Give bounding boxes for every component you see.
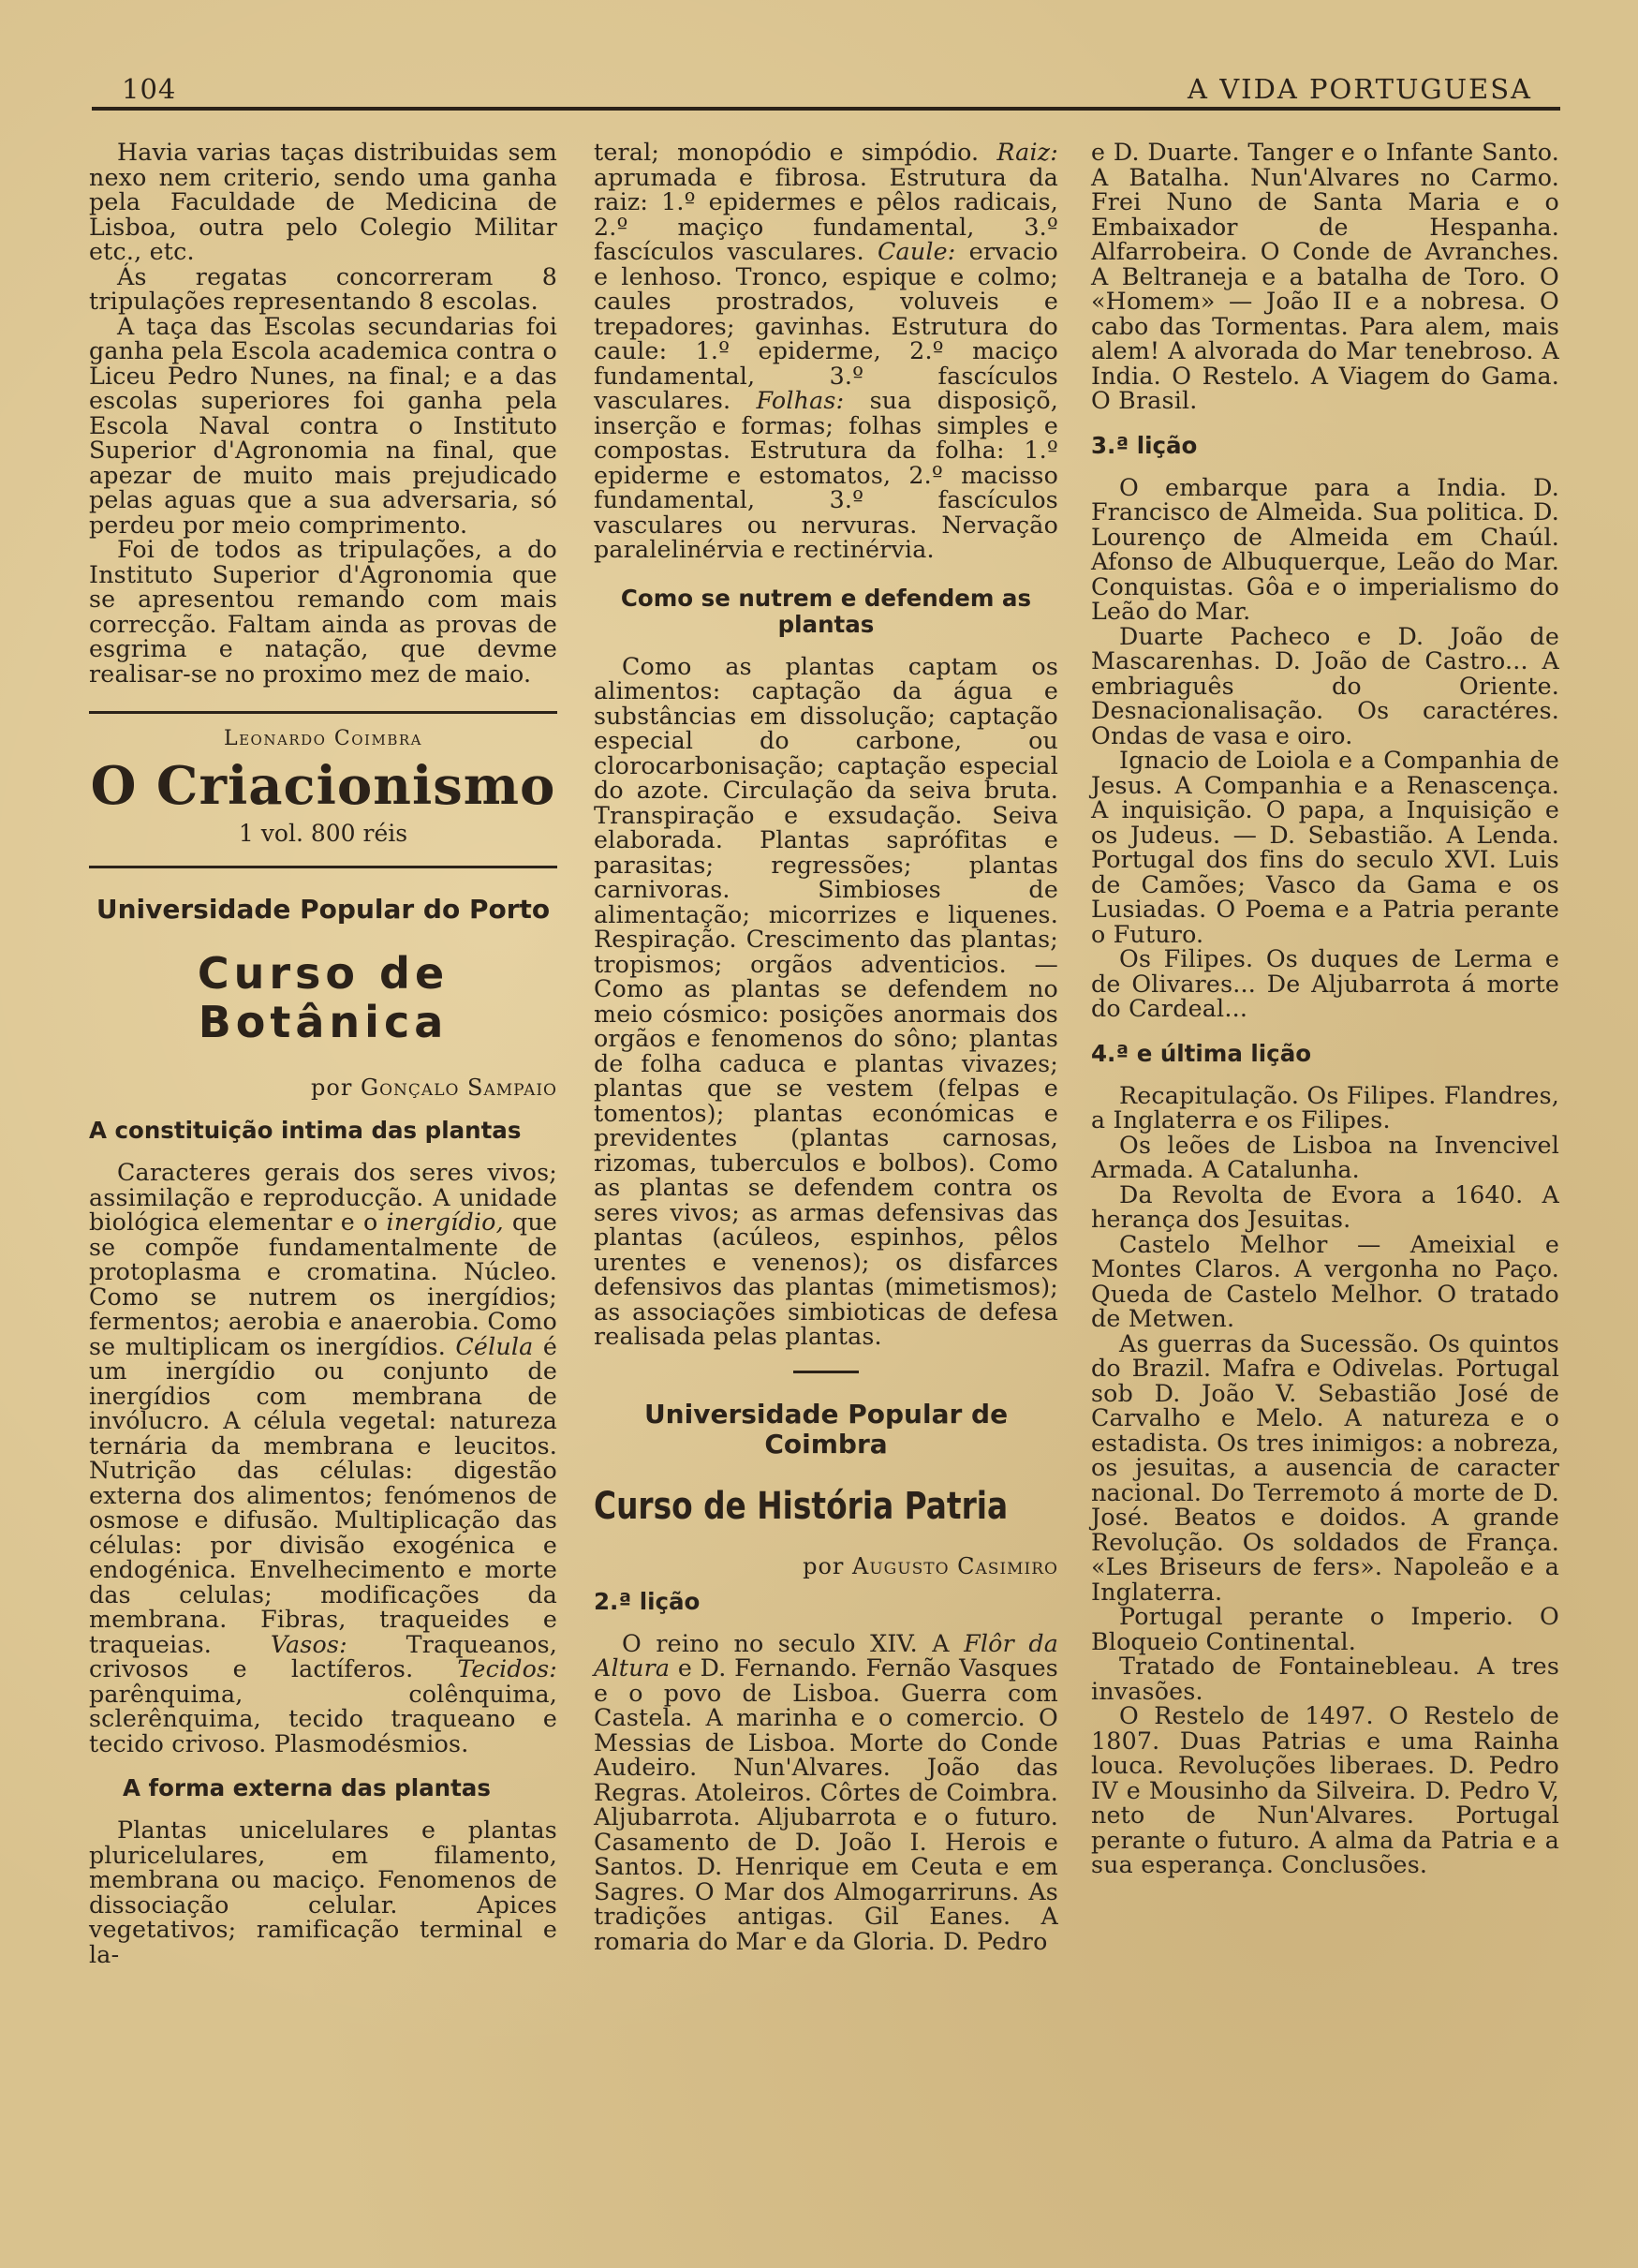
section-heading: 4.ª e última lição xyxy=(1091,1039,1312,1067)
column-1 xyxy=(89,141,557,1967)
paragraph: O Restelo de 1497. O Restelo de 1807. Duas Patrias e uma Rainha louca. Revoluções liberaes. D. Pedro IV e Mousinho da Silveira. D. Pedro V, neto de Nun'Alvares. Portugal perante o futuro. A alma da Patria e a sua esperança. Conclusões. xyxy=(1091,1702,1559,1878)
paragraph: Como as plantas captam os alimentos: captação da água e substâncias em dissolução; captação especial do carbone, ou clorocarbonisação; captação especial do azote. Circulação da seiva bruta. Transpiração e exsudação. Seiva elaborada. Plantas saprófitas e parasitas; regressões; plantas carnivoras. Simbioses de alimentação; micorrizes e liquenes. Respiração. Crescimento das plantas; tropismos; orgãos adventicios. — Como as plantas se defendem no meio cósmico: posições anormais dos orgãos e fenomenos do sôno; plantas de folha caduca e plantas vivazes; plantas que se vestem (felpas e tomentos); plantas económicas e previdentes (plantas carnosas, rizomas, tuberculos e bolbos). Como as plantas se defendem contra os seres vivos; as armas defensivas das plantas (acúleos, espinhos, pêlos urentes e venenos); os disfarces defensivos das plantas (mimetismos); as associações simbioticas de defesa realisada pelas plantas. xyxy=(594,652,1058,1350)
paragraph: Os leões de Lisboa na Invencivel Armada. A Catalunha. xyxy=(1091,1131,1559,1183)
ad-book-title: O Criacionismo xyxy=(90,755,556,817)
paragraph: Ás regatas concorreram 8 tripulações representando 8 escolas. xyxy=(89,262,557,315)
column-2 xyxy=(594,141,1058,1954)
paragraph: Foi de todos as tripulações, a do Instituto Superior d'Agronomia que se apresentou remando com mais correcção. Faltam ainda as provas de esgrima e natação, que devme realisar-se no proximo mez de maio. xyxy=(89,536,557,688)
section-heading: 2.ª lição xyxy=(594,1587,701,1615)
ad-top-rule xyxy=(89,711,557,714)
section-divider xyxy=(793,1371,859,1373)
byline-author: Gonçalo Sampaio xyxy=(360,1075,557,1101)
paragraph: Duarte Pacheco e D. João de Mascarenhas. D. João de Castro... A embriaguês do Oriente. Desnacionalisação. Os caractéres. Ondas de vasa e oiro. xyxy=(1091,622,1559,749)
paragraph: Castelo Melhor — Ameixial e Montes Claros. A vergonha no Paço. Queda de Castelo Melhor. O tratado de Metwen. xyxy=(1091,1230,1559,1332)
section-heading: A constituição intima das plantas xyxy=(89,1117,522,1144)
ad-price: 1 vol. 800 réis xyxy=(238,820,408,847)
paragraph: Caracteres gerais dos seres vivos; assimilação e reproducção. A unidade biológica elementar e o inergídio, que se compõe fundamentalmente de protoplasma e cromatina. Núcleo. Como se nutrem os inergídios; fermentos; aerobia e anaerobia. Como se multiplicam os inergídios. Célula é um inergídio ou conjunto de inergídios com membrana de invólucro. A célula vegetal: natureza ternária da membrana e leucitos. Nutrição das células: digestão externa dos alimentos; fenómenos de osmose e difusão. Multiplicação das células: por divisão exogénica e endogénica. Envelhecimento e morte das celulas; modificações da membrana. Fibras, traqueides e traqueias. Vasos: Traqueanos, crivosos e lactíferos. Tecidos: parênquima, colênquima, sclerênquima, tecido traqueano e tecido crivoso. Plasmodésmios. xyxy=(89,1159,558,1757)
byline xyxy=(594,1553,1058,1579)
paragraph: Portugal perante o Imperio. O Bloqueio Continental. xyxy=(1091,1603,1559,1655)
paragraph: e D. Duarte. Tanger e o Infante Santo. A Batalha. Nun'Alvares no Carmo. Frei Nuno de Santa Maria e o Embaixador de Hespanha. Alfarrobeira. O Conde de Avranches. A Beltraneja e a batalha de Toro. O «Homem» — João II e a nobresa. O cabo das Tormentas. Para alem, mais alem! A alvorada do Mar tenebroso. A India. O Restelo. A Viagem do Gama. O Brasil. xyxy=(1091,139,1559,414)
paragraph: Recapitulação. Os Filipes. Flandres, a Inglaterra e os Filipes. xyxy=(1091,1081,1559,1134)
ad-author: Leonardo Coimbra xyxy=(224,727,422,750)
running-title: A VIDA PORTUGUESA xyxy=(1188,73,1532,105)
paragraph: Tratado de Fontainebleau. A tres invasões. xyxy=(1091,1653,1559,1705)
column-3 xyxy=(1091,141,1559,1878)
section-heading: A forma externa das plantas xyxy=(123,1774,491,1801)
paragraph: Ignacio de Loiola e a Companhia de Jesus. A Companhia e a Renascença. A inquisição. O papa, a Inquisição e os Judeus. — D. Sebastião. A Lenda. Portugal dos fins do seculo XVI. Luis de Camões; Vasco da Gama e os Lusiadas. O Poema e a Patria perante o Futuro. xyxy=(1091,747,1559,948)
paragraph: Os Filipes. Os duques de Lerma e de Olivares... De Aljubarrota á morte do Cardeal... xyxy=(1091,945,1559,1022)
byline-por: por xyxy=(803,1552,845,1579)
page-number: 104 xyxy=(122,73,177,105)
course-title: Curso de História Patria xyxy=(594,1484,1009,1528)
university-heading: Universidade Popular de Coimbra xyxy=(643,1398,1009,1460)
ad-bottom-rule xyxy=(89,866,557,868)
course-title: Curso de Botânica xyxy=(197,948,450,1047)
paragraph: As guerras da Sucessão. Os quintos do Brazil. Mafra e Odivelas. Portugal sob D. João V. Sebastião José de Carvalho e Melo. A natureza e o estadista. Os tres inimigos: a nobreza, os jesuitas, a ausencia de caracter nacional. Do Terremoto á morte de D. José. Beatos e doidos. A grande Revolução. Os soldados de França. «Les Briseurs de fers». Napoleão e a Inglaterra. xyxy=(1091,1329,1559,1606)
paragraph: Plantas unicelulares e plantas pluricelulares, em filamento, membrana ou maciço. Fenomenos de dissociação celular. Apices vegetativos; ramificação terminal e la- xyxy=(89,1816,557,1968)
paragraph: teral; monopódio e simpódio. Raiz: aprumada e fibrosa. Estrutura da raiz: 1.º epidermes e pêlos radicais, 2.º maçiço fundamental, 3.º fascículos vasculares. Caule: ervacio e lenhoso. Tronco, espique e colmo; caules prostrados, voluveis e trepadores; gavinhas. Estrutura do caule: 1.º epiderme, 2.º maciço fundamental, 3.º fascículos vasculares. Folhas: sua disposiçõ, inserção e formas; folhas simples e compostas. Estrutura da folha: 1.º epiderme e estomatos, 2.º macisso fundamental, 3.º fascículos vasculares ou nervuras. Nervação paralelinérvia e rectinérvia. xyxy=(594,139,1059,563)
section-heading: Como se nutrem e defendem as plantas xyxy=(620,584,1032,638)
paragraph: O embarque para a India. D. Francisco de Almeida. Sua politica. D. Lourenço de Almeida em Chaúl. Afonso de Albuquerque, Leão do Mar. Conquistas. Gôa e o imperialismo do Leão do Mar. xyxy=(1091,473,1559,625)
byline-author: Augusto Casimiro xyxy=(852,1552,1058,1579)
university-heading: Universidade Popular do Porto xyxy=(96,894,551,925)
section-heading: 3.ª lição xyxy=(1091,431,1198,459)
byline-por: por xyxy=(311,1075,353,1101)
paragraph: Havia varias taças distribuidas sem nexo nem criterio, sendo uma ganha pela Faculdade de Medicina de Lisboa, outra pelo Colegio Militar etc., etc. xyxy=(89,139,557,265)
paragraph: O reino no seculo XIV. A Flôr da Altura e D. Fernando. Fernão Vasques e o povo de Lisboa. Guerra com Castela. A marinha e o comercio. O Messias de Lisboa. Morte do Conde Audeiro. Nun'Alvares. João das Regras. Atoleiros. Côrtes de Coimbra. Aljubarrota. Aljubarrota e o futuro. Casamento de D. João I. Herois e Santos. D. Henrique em Ceuta e em Sagres. O Mar dos Almogarriruns. As tradições antigas. Gil Eanes. A romaria do Mar e da Gloria. D. Pedro xyxy=(594,1629,1058,1955)
paragraph: Da Revolta de Evora a 1640. A herança dos Jesuitas. xyxy=(1091,1180,1559,1233)
byline xyxy=(89,1075,557,1101)
header-rule xyxy=(92,107,1560,111)
paragraph: A taça das Escolas secundarias foi ganha pela Escola academica contra o Liceu Pedro Nunes, na final; e a das escolas superiores foi ganha pela Escola Naval contra o Instituto Superior d'Agronomia na final, que apezar de muito mais prejudicado pelas aguas que a sua adversaria, só perdeu por meio comprimento. xyxy=(89,312,557,539)
